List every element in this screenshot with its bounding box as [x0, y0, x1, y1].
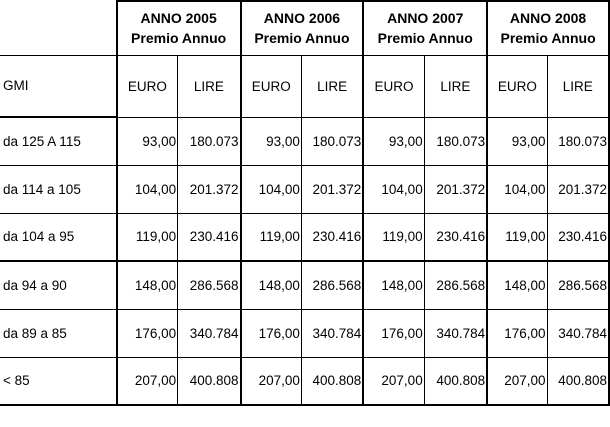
lire-cell: 400.808: [301, 357, 363, 405]
row-label: da 114 a 105: [0, 165, 117, 213]
year-title: ANNO 2006: [263, 10, 341, 27]
lire-cell: 201.372: [424, 165, 487, 213]
lire-cell: 400.808: [178, 357, 241, 405]
lire-cell: 286.568: [301, 261, 363, 309]
lire-cell: 400.808: [547, 357, 609, 405]
euro-cell: 148,00: [117, 261, 178, 309]
euro-cell: 176,00: [117, 309, 178, 357]
table-row: [0, 165, 609, 213]
table-row: [0, 117, 609, 165]
euro-cell: 93,00: [117, 117, 178, 165]
euro-cell: 104,00: [117, 165, 178, 213]
euro-cell: 148,00: [363, 261, 424, 309]
lire-cell: 286.568: [424, 261, 487, 309]
lire-header: LIRE: [301, 55, 363, 117]
row-label: da 125 A 115: [0, 117, 117, 165]
euro-cell: 93,00: [241, 117, 302, 165]
euro-cell: 119,00: [363, 213, 424, 261]
lire-cell: 201.372: [301, 165, 363, 213]
year-title: ANNO 2005: [140, 10, 217, 27]
row-label: < 85: [0, 357, 117, 405]
euro-cell: 207,00: [241, 357, 302, 405]
euro-header: EURO: [117, 55, 178, 117]
corner-cell: [0, 1, 117, 55]
euro-cell: 93,00: [363, 117, 424, 165]
euro-cell: 148,00: [487, 261, 547, 309]
year-title: ANNO 2008: [509, 10, 587, 27]
lire-cell: 180.073: [547, 117, 609, 165]
lire-cell: 286.568: [547, 261, 609, 309]
table-row: [0, 309, 609, 357]
lire-cell: 340.784: [424, 309, 487, 357]
euro-header: EURO: [241, 55, 302, 117]
lire-cell: 230.416: [547, 213, 609, 261]
lire-header: LIRE: [424, 55, 487, 117]
euro-cell: 104,00: [363, 165, 424, 213]
euro-cell: 93,00: [487, 117, 547, 165]
lire-header: LIRE: [178, 55, 241, 117]
year-header-2006: [241, 1, 364, 55]
year-subtitle: Premio Annuo: [500, 30, 596, 47]
lire-cell: 230.416: [178, 213, 241, 261]
year-subtitle: Premio Annuo: [131, 30, 227, 47]
lire-cell: 180.073: [178, 117, 241, 165]
lire-cell: 201.372: [178, 165, 241, 213]
euro-cell: 176,00: [363, 309, 424, 357]
year-header-row: [0, 1, 609, 55]
euro-header: EURO: [487, 55, 547, 117]
lire-cell: 340.784: [301, 309, 363, 357]
table-row: [0, 213, 609, 261]
euro-header: EURO: [363, 55, 424, 117]
year-subtitle: Premio Annuo: [377, 30, 473, 47]
euro-cell: 148,00: [241, 261, 302, 309]
euro-cell: 176,00: [487, 309, 547, 357]
year-title: ANNO 2007: [387, 10, 464, 27]
year-header-2008: [487, 1, 609, 55]
euro-cell: 207,00: [363, 357, 424, 405]
lire-cell: 230.416: [301, 213, 363, 261]
lire-cell: 400.808: [424, 357, 487, 405]
lire-cell: 230.416: [424, 213, 487, 261]
euro-cell: 176,00: [241, 309, 302, 357]
gmi-header: GMI: [0, 55, 117, 117]
euro-cell: 119,00: [117, 213, 178, 261]
lire-header: LIRE: [547, 55, 609, 117]
lire-cell: 286.568: [178, 261, 241, 309]
year-header-2005: [117, 1, 241, 55]
euro-cell: 104,00: [241, 165, 302, 213]
euro-cell: 207,00: [487, 357, 547, 405]
table-row: [0, 357, 609, 405]
row-label: da 94 a 90: [0, 261, 117, 309]
euro-cell: 207,00: [117, 357, 178, 405]
lire-cell: 180.073: [301, 117, 363, 165]
lire-cell: 180.073: [424, 117, 487, 165]
lire-cell: 340.784: [178, 309, 241, 357]
year-header-2007: [363, 1, 487, 55]
year-subtitle: Premio Annuo: [254, 30, 350, 47]
lire-cell: 340.784: [547, 309, 609, 357]
lire-cell: 201.372: [547, 165, 609, 213]
row-label: da 104 a 95: [0, 213, 117, 261]
euro-cell: 119,00: [241, 213, 302, 261]
euro-cell: 119,00: [487, 213, 547, 261]
euro-cell: 104,00: [487, 165, 547, 213]
row-label: da 89 a 85: [0, 309, 117, 357]
table-row: [0, 261, 609, 309]
currency-header-row: [0, 55, 609, 117]
